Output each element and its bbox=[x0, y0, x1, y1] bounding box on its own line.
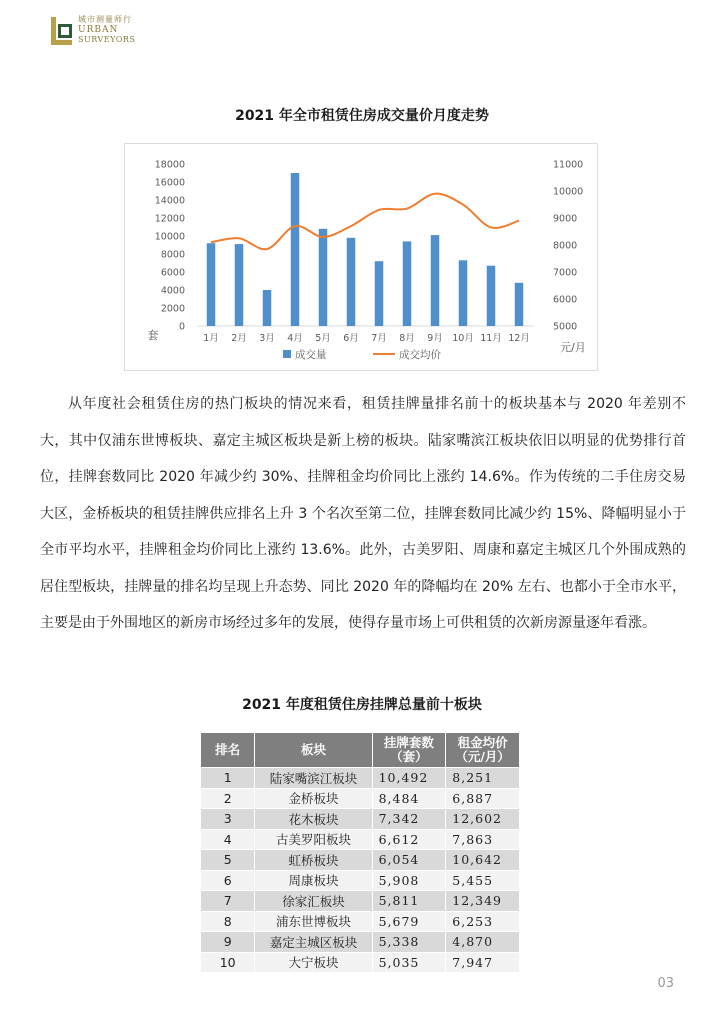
cell-count: 5,035 bbox=[372, 952, 446, 973]
cell-rent: 5,455 bbox=[446, 870, 520, 891]
y-right-tick-label: 8000 bbox=[553, 240, 578, 252]
cell-count: 8,484 bbox=[372, 788, 446, 809]
y-right-tick-label: 7000 bbox=[553, 267, 578, 279]
cell-area: 浦东世博板块 bbox=[255, 911, 372, 932]
table-row bbox=[201, 932, 520, 953]
header-area: 板块 bbox=[255, 733, 372, 768]
table-row bbox=[201, 809, 520, 830]
logo-english-line2: SURVEYORS bbox=[78, 35, 136, 44]
y-left-tick-label: 14000 bbox=[154, 195, 185, 207]
x-tick-label: 1月 bbox=[203, 333, 219, 344]
bar-10月 bbox=[459, 260, 468, 326]
bar-3月 bbox=[263, 290, 272, 326]
cell-count: 6,054 bbox=[372, 850, 446, 871]
header-rank: 排名 bbox=[201, 733, 255, 768]
cell-rank: 2 bbox=[201, 788, 255, 809]
page-number: 03 bbox=[657, 976, 674, 991]
cell-area: 陆家嘴滨江板块 bbox=[255, 768, 372, 789]
cell-area: 古美罗阳板块 bbox=[255, 829, 372, 850]
bar-2月 bbox=[235, 244, 244, 326]
cell-rank: 4 bbox=[201, 829, 255, 850]
y-right-axis-label: 元/月 bbox=[560, 341, 586, 354]
bar-5月 bbox=[319, 229, 328, 326]
y-right-tick-label: 11000 bbox=[553, 159, 584, 171]
table-row bbox=[201, 870, 520, 891]
header-rent-line2: （元/月） bbox=[455, 749, 510, 764]
table-title: 2021 年度租赁住房挂牌总量前十板块 bbox=[242, 697, 482, 713]
cell-rent: 12,602 bbox=[446, 809, 520, 830]
table-row bbox=[201, 952, 520, 973]
x-tick-label: 4月 bbox=[287, 333, 303, 344]
cell-count: 5,679 bbox=[372, 911, 446, 932]
y-left-tick-label: 16000 bbox=[154, 177, 185, 189]
header-count bbox=[372, 733, 446, 768]
cell-rent: 4,870 bbox=[446, 932, 520, 953]
x-tick-label: 9月 bbox=[427, 333, 443, 344]
x-tick-label: 12月 bbox=[508, 333, 530, 344]
cell-rent: 6,887 bbox=[446, 788, 520, 809]
header-count-line2: （套） bbox=[390, 749, 428, 764]
company-logo bbox=[50, 16, 150, 48]
cell-area: 虹桥板块 bbox=[255, 850, 372, 871]
cell-rank: 7 bbox=[201, 891, 255, 912]
table-row bbox=[201, 911, 520, 932]
cell-area: 嘉定主城区板块 bbox=[255, 932, 372, 953]
table-row bbox=[201, 891, 520, 912]
cell-rank: 9 bbox=[201, 932, 255, 953]
header-rent bbox=[446, 733, 520, 768]
y-right-tick-label: 6000 bbox=[553, 294, 578, 306]
y-left-tick-label: 4000 bbox=[160, 285, 185, 297]
y-right-tick-label: 10000 bbox=[553, 186, 584, 198]
logo-english-line1: URBAN bbox=[78, 25, 119, 35]
y-left-tick-label: 12000 bbox=[154, 213, 185, 225]
bar-7月 bbox=[375, 261, 384, 326]
body-paragraph: 从年度社会租赁住房的热门板块的情况来看，租赁挂牌量排名前十的板块基本与 2020 年差别不大，其中仅浦东世博板块、嘉定主城区板块是新上榜的板块。陆家嘴滨江板块依旧以明显的优势排行首位，挂牌套数同比 2020 年减少约 30%、挂牌租金均价同比上涨约 14.6%。作为传统的二手住房交易大区，金桥板块的租赁挂牌供应排名上升 3 个名次至第二位，挂牌套数同比减少约 15%、降幅明显小于全市平均水平，挂牌租金均价同比上涨约 13.6%。此外，古美罗阳、周康和嘉定主城区几个外围成熟的居住型板块，挂牌量的排名均呈现上升态势、同比 2020 年的降幅均在 20% 左右、也都小于全市水平，主要是由于外围地区的新房市场经过多年的发展，使得存量市场上可供租赁的次新房源量逐年看涨。 bbox=[40, 396, 686, 631]
cell-rent: 12,349 bbox=[446, 891, 520, 912]
bar-4月 bbox=[291, 173, 300, 326]
table-row bbox=[201, 768, 520, 789]
cell-count: 10,492 bbox=[372, 768, 446, 789]
x-tick-label: 3月 bbox=[259, 333, 275, 344]
cell-rent: 10,642 bbox=[446, 850, 520, 871]
table-header-row bbox=[201, 733, 520, 768]
cell-count: 5,338 bbox=[372, 932, 446, 953]
legend-label-volume: 成交量 bbox=[295, 349, 327, 361]
x-tick-label: 7月 bbox=[371, 333, 387, 344]
y-left-tick-label: 6000 bbox=[160, 267, 185, 279]
cell-rank: 3 bbox=[201, 809, 255, 830]
series-line-avg-price bbox=[211, 194, 519, 250]
cell-rent: 8,251 bbox=[446, 768, 520, 789]
header-count-line1: 挂牌套数 bbox=[383, 735, 434, 750]
cell-area: 徐家汇板块 bbox=[255, 891, 372, 912]
cell-rank: 1 bbox=[201, 768, 255, 789]
cell-count: 7,342 bbox=[372, 809, 446, 830]
y-left-tick-label: 18000 bbox=[154, 159, 185, 171]
logo-mark-icon bbox=[50, 16, 74, 46]
cell-area: 金桥板块 bbox=[255, 788, 372, 809]
cell-rank: 5 bbox=[201, 850, 255, 871]
header-rent-line1: 租金均价 bbox=[457, 735, 508, 750]
table-row bbox=[201, 788, 520, 809]
x-tick-label: 5月 bbox=[315, 333, 331, 344]
cell-area: 大宁板块 bbox=[255, 952, 372, 973]
cell-count: 5,811 bbox=[372, 891, 446, 912]
bar-12月 bbox=[515, 283, 524, 326]
cell-rent: 7,863 bbox=[446, 829, 520, 850]
cell-area: 花木板块 bbox=[255, 809, 372, 830]
cell-rank: 6 bbox=[201, 870, 255, 891]
bar-1月 bbox=[207, 243, 216, 326]
y-left-axis-label: 套 bbox=[147, 329, 159, 342]
y-left-tick-label: 0 bbox=[178, 321, 185, 333]
chart-container bbox=[124, 143, 598, 371]
bar-11月 bbox=[487, 266, 496, 326]
y-left-tick-label: 8000 bbox=[160, 249, 185, 261]
bar-9月 bbox=[431, 235, 440, 326]
legend-swatch-volume bbox=[283, 350, 291, 358]
y-left-tick-label: 2000 bbox=[160, 303, 185, 315]
chart-title: 2021 年全市租赁住房成交量价月度走势 bbox=[235, 108, 489, 124]
bar-8月 bbox=[403, 241, 412, 326]
table-row bbox=[201, 829, 520, 850]
cell-rent: 7,947 bbox=[446, 952, 520, 973]
x-tick-label: 10月 bbox=[452, 333, 474, 344]
x-tick-label: 8月 bbox=[399, 333, 415, 344]
cell-rank: 10 bbox=[201, 952, 255, 973]
cell-area: 周康板块 bbox=[255, 870, 372, 891]
cell-count: 5,908 bbox=[372, 870, 446, 891]
x-tick-label: 11月 bbox=[480, 333, 502, 344]
ranking-table bbox=[200, 732, 520, 973]
logo-chinese-name: 城市测量师行 bbox=[78, 15, 132, 24]
cell-rent: 6,253 bbox=[446, 911, 520, 932]
combo-chart bbox=[125, 144, 597, 370]
y-left-tick-label: 10000 bbox=[154, 231, 185, 243]
x-tick-label: 2月 bbox=[231, 333, 247, 344]
table-row bbox=[201, 850, 520, 871]
legend-label-price: 成交均价 bbox=[399, 349, 441, 361]
y-right-tick-label: 5000 bbox=[553, 321, 578, 333]
bar-6月 bbox=[347, 238, 356, 326]
cell-count: 6,612 bbox=[372, 829, 446, 850]
x-tick-label: 6月 bbox=[343, 333, 359, 344]
y-right-tick-label: 9000 bbox=[553, 213, 578, 225]
cell-rank: 8 bbox=[201, 911, 255, 932]
